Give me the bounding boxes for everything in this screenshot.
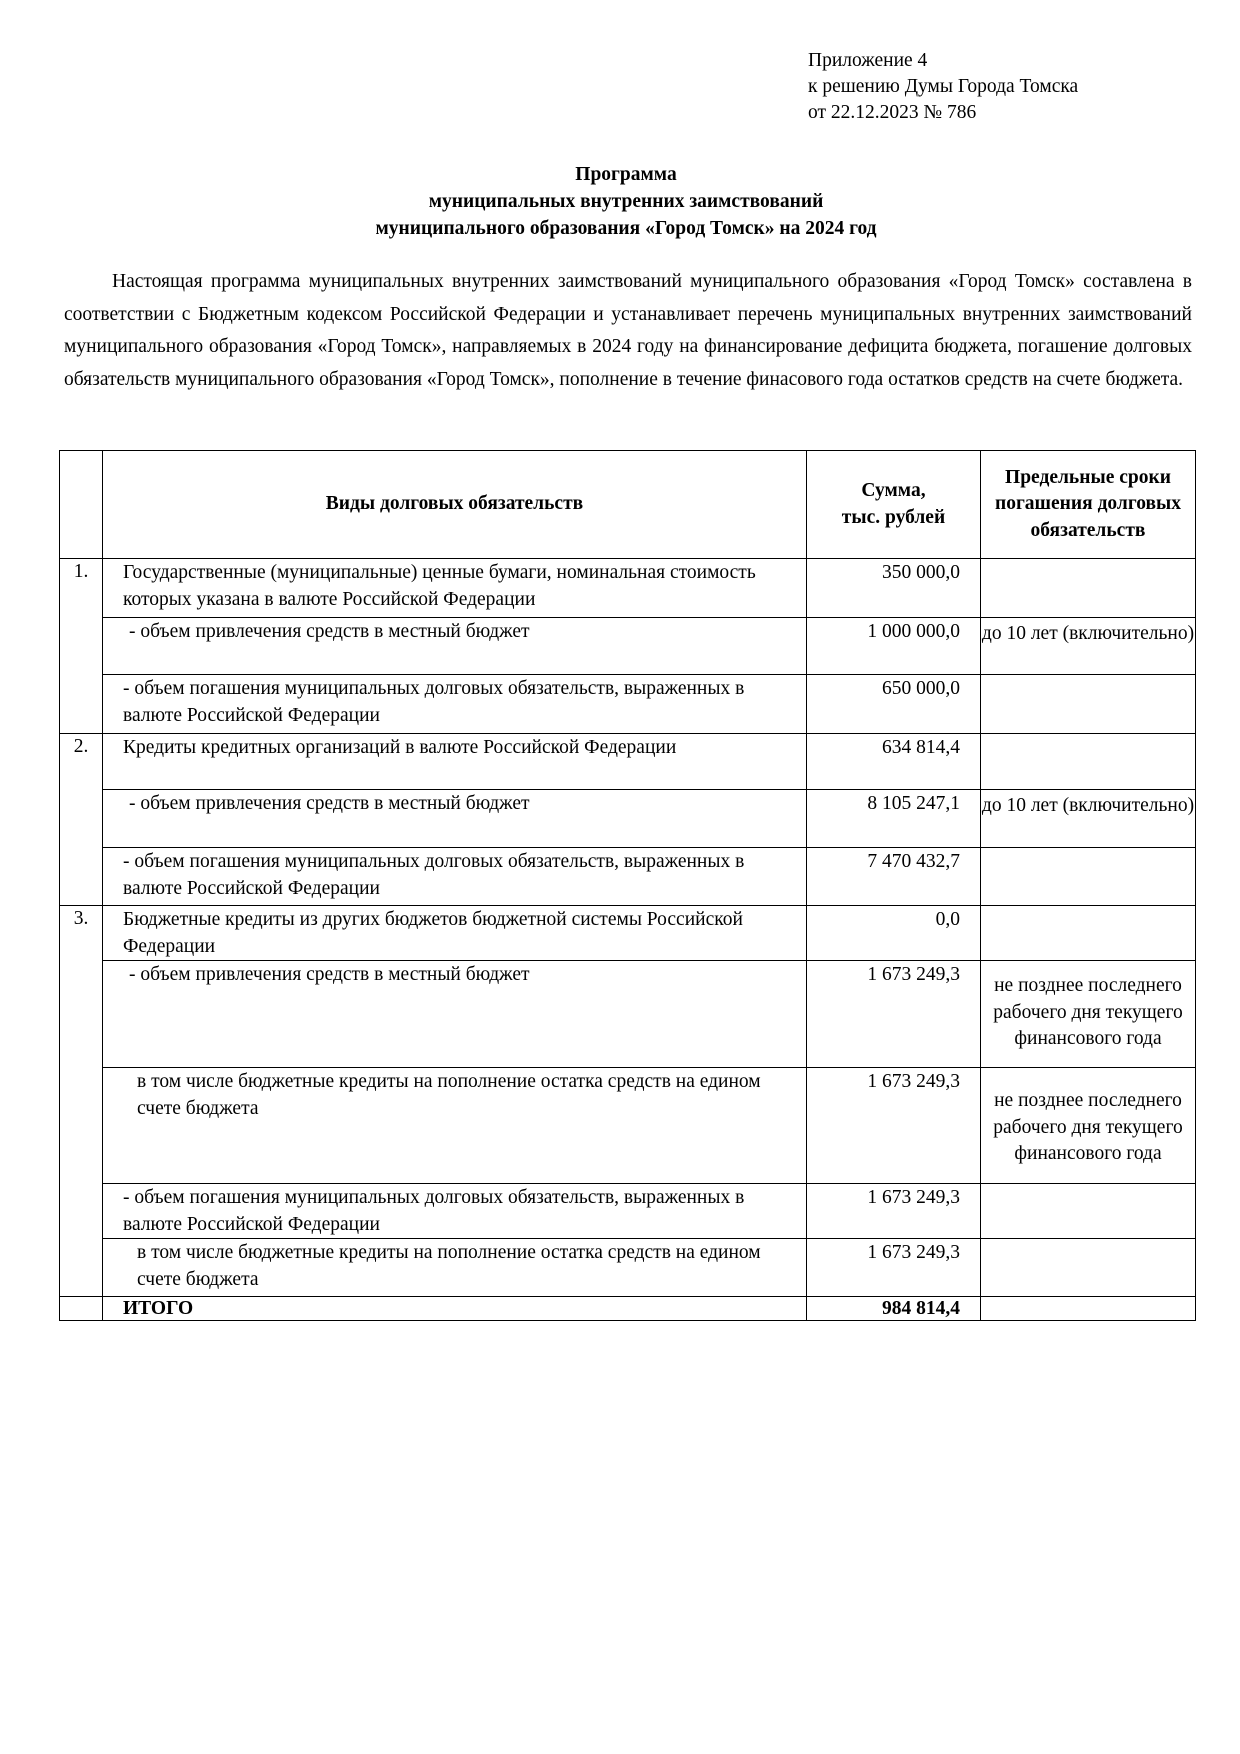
appendix-block xyxy=(808,48,1078,126)
row-term: не позднее последнего рабочего дня текущего финансового года xyxy=(981,1068,1196,1184)
row-description: - объем привлечения средств в местный бюджет xyxy=(103,618,807,675)
row-number: 1. xyxy=(60,559,103,618)
row-term xyxy=(981,1184,1196,1239)
row-term xyxy=(981,675,1196,734)
row-number xyxy=(60,1068,103,1184)
table-row xyxy=(60,618,1196,675)
title-line-1: Программа xyxy=(575,164,677,185)
table-row xyxy=(60,906,1196,961)
header-num xyxy=(60,451,103,559)
appendix-number: Приложение 4 xyxy=(808,50,928,71)
total-sum: 984 814,4 xyxy=(807,1297,981,1321)
row-description: Бюджетные кредиты из других бюджетов бюджетной системы Российской Федерации xyxy=(103,906,807,961)
row-description: - объем погашения муниципальных долговых обязательств, выраженных в валюте Российской Федерации xyxy=(103,848,807,906)
table-row xyxy=(60,675,1196,734)
row-description: Государственные (муниципальные) ценные бумаги, номинальная стоимость которых указана в валюте Российской Федерации xyxy=(103,559,807,618)
header-term: Предельные сроки погашения долговых обязательств xyxy=(981,451,1196,559)
row-term: до 10 лет (включительно) xyxy=(981,790,1196,848)
header-sum-line-2: тыс. рублей xyxy=(841,506,946,528)
total-term-cell xyxy=(981,1297,1196,1321)
row-description: Кредиты кредитных организаций в валюте Российской Федерации xyxy=(103,734,807,790)
row-description: - объем привлечения средств в местный бюджет xyxy=(103,790,807,848)
row-sum: 1 000 000,0 xyxy=(807,618,981,675)
row-number xyxy=(60,790,103,848)
row-sum: 1 673 249,3 xyxy=(807,1068,981,1184)
row-description: - объем погашения муниципальных долговых обязательств, выраженных в валюте Российской Федерации xyxy=(103,1184,807,1239)
table-row xyxy=(60,1239,1196,1297)
row-description: в том числе бюджетные кредиты на пополнение остатка средств на едином счете бюджета xyxy=(103,1068,807,1184)
header-debt-type: Виды долговых обязательств xyxy=(103,451,807,559)
header-sum xyxy=(807,451,981,559)
row-number xyxy=(60,675,103,734)
appendix-date-number: от 22.12.2023 № 786 xyxy=(808,102,977,123)
row-term xyxy=(981,848,1196,906)
title-line-2: муниципальных внутренних заимствований xyxy=(428,191,824,212)
row-number: 2. xyxy=(60,734,103,790)
row-number xyxy=(60,848,103,906)
total-label: ИТОГО xyxy=(103,1297,807,1321)
borrowing-table xyxy=(59,450,1196,1321)
row-number xyxy=(60,1184,103,1239)
row-sum: 7 470 432,7 xyxy=(807,848,981,906)
row-description: - объем погашения муниципальных долговых обязательств, выраженных в валюте Российской Федерации xyxy=(103,675,807,734)
row-sum: 350 000,0 xyxy=(807,559,981,618)
table-row xyxy=(60,734,1196,790)
row-term xyxy=(981,906,1196,961)
row-number: 3. xyxy=(60,906,103,961)
table-row xyxy=(60,961,1196,1068)
table-row xyxy=(60,1184,1196,1239)
row-sum: 634 814,4 xyxy=(807,734,981,790)
header-sum-line-1: Сумма, xyxy=(861,480,926,501)
row-description: - объем привлечения средств в местный бюджет xyxy=(103,961,807,1068)
table-row xyxy=(60,1068,1196,1184)
row-description: в том числе бюджетные кредиты на пополнение остатка средств на едином счете бюджета xyxy=(103,1239,807,1297)
row-number xyxy=(60,1239,103,1297)
title-line-3: муниципального образования «Город Томск» на 2024 год xyxy=(375,218,877,239)
row-term: не позднее последнего рабочего дня текущего финансового года xyxy=(981,961,1196,1068)
row-number xyxy=(60,961,103,1068)
row-term xyxy=(981,734,1196,790)
row-term: до 10 лет (включительно) xyxy=(981,618,1196,675)
total-number-cell xyxy=(60,1297,103,1321)
appendix-decision: к решению Думы Города Томска xyxy=(808,76,1079,97)
table-header-row xyxy=(60,451,1196,559)
row-term xyxy=(981,1239,1196,1297)
row-sum: 0,0 xyxy=(807,906,981,961)
table-row xyxy=(60,848,1196,906)
table-row xyxy=(60,559,1196,618)
table-row xyxy=(60,790,1196,848)
row-sum: 650 000,0 xyxy=(807,675,981,734)
intro-paragraph: Настоящая программа муниципальных внутренних заимствований муниципального образования «Город Томск» составлена в соответствии с Бюджетным кодексом Российской Федерации и устанавливает перечень муниципальных внутренних заимствований муниципального образования «Город Томск», направляемых в 2024 году на финансирование дефицита бюджета, погашение долговых обязательств муниципального образования «Город Томск», пополнение в течение финасового года остатков средств на счете бюджета. xyxy=(64,271,1192,390)
row-term xyxy=(981,559,1196,618)
row-sum: 1 673 249,3 xyxy=(807,1239,981,1297)
row-number xyxy=(60,618,103,675)
document-title xyxy=(60,161,1192,242)
row-sum: 1 673 249,3 xyxy=(807,1184,981,1239)
row-sum: 1 673 249,3 xyxy=(807,961,981,1068)
row-sum: 8 105 247,1 xyxy=(807,790,981,848)
table-total-row xyxy=(60,1297,1196,1321)
